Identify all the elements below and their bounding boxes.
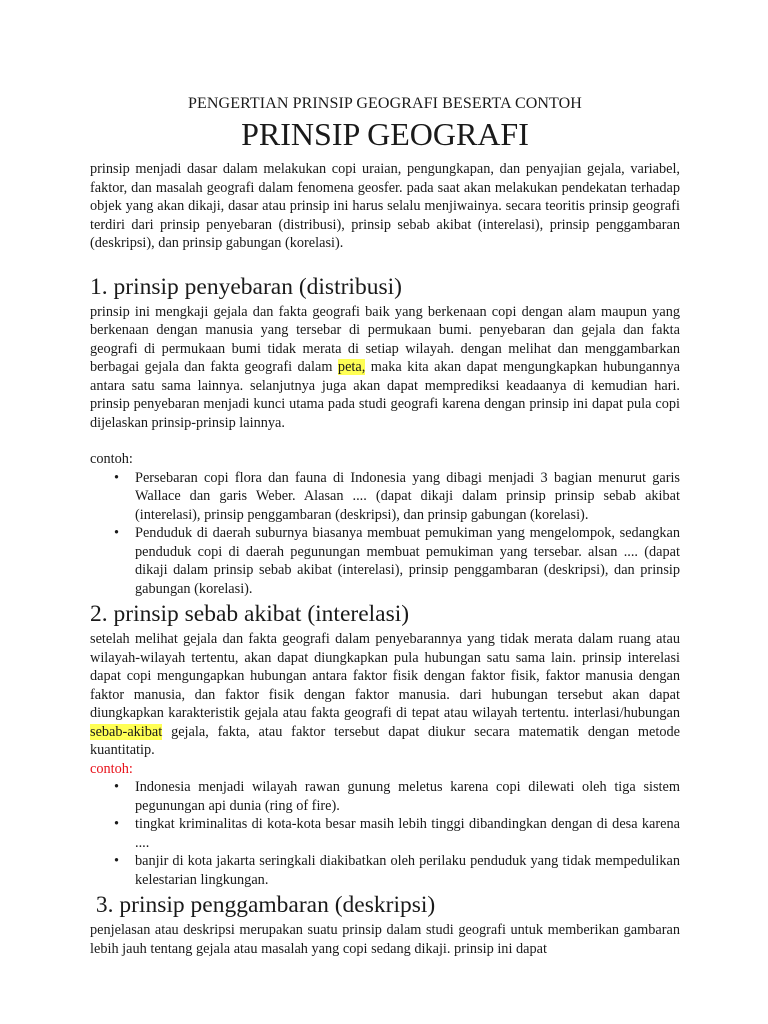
list-item (114, 469, 680, 525)
section-paragraph-interelasi (90, 630, 680, 760)
bullet-icon: • (114, 525, 120, 541)
section-paragraph-deskripsi: penjelasan atau deskripsi merupakan suatu prinsip dalam studi geografi untuk memberikan gambaran lebih jauh tentang gejala atau masalah yang copi sedang dikaji. prinsip ini dapat (90, 922, 680, 957)
document-header-title: PENGERTIAN PRINSIP GEOGRAFI BESERTA CONTOH (188, 95, 582, 112)
bullet-icon: • (114, 779, 120, 795)
example-list (90, 778, 680, 889)
list-item (114, 852, 680, 889)
paragraph-text: maka kita akan dapat mengungkapkan hubungannya antara satu sama lainnya. selanjutnya juga akan dapat memprediksi keadaanya di kemudian hari. prinsip penyebaran menjadi kunci utama pada studi geografi karena dengan prinsip ini dapat pula copi dijelaskan prinsip-prinsip lainnya. (90, 359, 680, 431)
intro-paragraph: prinsip menjadi dasar dalam melakukan copi uraian, pengungkapan, dan penyajian gejala, variabel, faktor, dan masalah geografi dalam fenomena geosfer. pada saat akan melakukan pendekatan terhadap objek yang akan dikaji, dasar atau prinsip ini harus selalu menjiwainya. secara teoritis prinsip geografi terdiri dari prinsip penyebaran (distribusi), prinsip sebab akibat (interelasi), prinsip penggambaran (deskripsi), dan prinsip gabungan (korelasi). (90, 161, 680, 251)
section-heading-deskripsi: 3. prinsip penggambaran (deskripsi) (90, 892, 436, 918)
bullet-icon: • (114, 853, 120, 869)
contoh-label-red: contoh: (90, 760, 133, 777)
paragraph-text: prinsip ini mengkaji gejala dan fakta geografi baik yang berkenaan copi dengan alam maupun yang berkenaan dengan manusia yang tersebar di permukaan bumi. penyebaran dan gejala dan fakta geografi di permukaan bumi tidak merata di setiap wilayah. dengan melihat dan menggambarkan berbagai gejala dan fakta geografi dalam (90, 303, 680, 375)
bullet-icon: • (114, 469, 120, 486)
section-heading-distribusi: 1. prinsip penyebaran (distribusi) (90, 273, 402, 300)
document-page (90, 94, 680, 958)
list-item-text: Indonesia menjadi wilayah rawan gunung meletus karena copi dilewati oleh tiga sistem pegunungan api dunia (ring of fire). (135, 779, 680, 814)
contoh-label: contoh: (90, 451, 133, 467)
paragraph-text: gejala, fakta, atau faktor tersebut dapat diukur secara matematik dengan metode kuantitatip. (90, 723, 680, 758)
list-item-text: Penduduk di daerah suburnya biasanya membuat pemukiman yang mengelompok, sedangkan penduduk copi di daerah pegunungan membuat pemukiman yang tersebar. alsan .... (dapat dikaji dalam prinsip sebab akibat (interelasi), prinsip penggambaran (deskripsi), dan prinsip gabungan (korelasi). (135, 525, 680, 597)
list-item (114, 524, 680, 598)
list-item-text: Persebaran copi flora dan fauna di Indonesia yang dibagi menjadi 3 bagian menurut garis Wallace dan garis Weber. Alasan .... (dapat dikaji dalam prinsip prinsip sebab akibat (interelasi), prinsip penggambaran (deskripsi), dan prinsip gabungan (korelasi). (135, 469, 680, 523)
section-heading-interelasi: 2. prinsip sebab akibat (interelasi) (90, 601, 410, 627)
section-paragraph-distribusi (90, 303, 680, 433)
paragraph-text: setelah melihat gejala dan fakta geografi dalam penyebarannya yang tidak merata dalam ruang atau wilayah-wilayah tertentu, akan dapat diungkapkan pula hubungan satu sama lain. prinsip interelasi dapat copi mengungapkan hubungan antara faktor fisik dengan faktor fisik, faktor manusia dengan faktor manusia, dan faktor fisik dengan faktor manusia. dari hubungan tersebut akan dapat diungkapkan karakteristik gejala atau fakta geografi di tepat atau wilayah tertentu. interlasi/hubungan (90, 631, 680, 721)
example-list (90, 469, 680, 599)
bullet-icon: • (114, 816, 120, 832)
list-item (114, 778, 680, 815)
list-item (114, 815, 680, 852)
highlighted-text: peta, (337, 359, 366, 375)
list-item-text: tingkat kriminalitas di kota-kota besar masih lebih tinggi dibandingkan dengan di desa karena .... (135, 816, 680, 851)
highlighted-text: sebab-akibat (90, 723, 163, 740)
page-title: PRINSIP GEOGRAFI (241, 116, 529, 152)
list-item-text: banjir di kota jakarta seringkali diakibatkan oleh perilaku penduduk yang tidak mempedulikan kelestarian lingkungan. (135, 853, 680, 888)
